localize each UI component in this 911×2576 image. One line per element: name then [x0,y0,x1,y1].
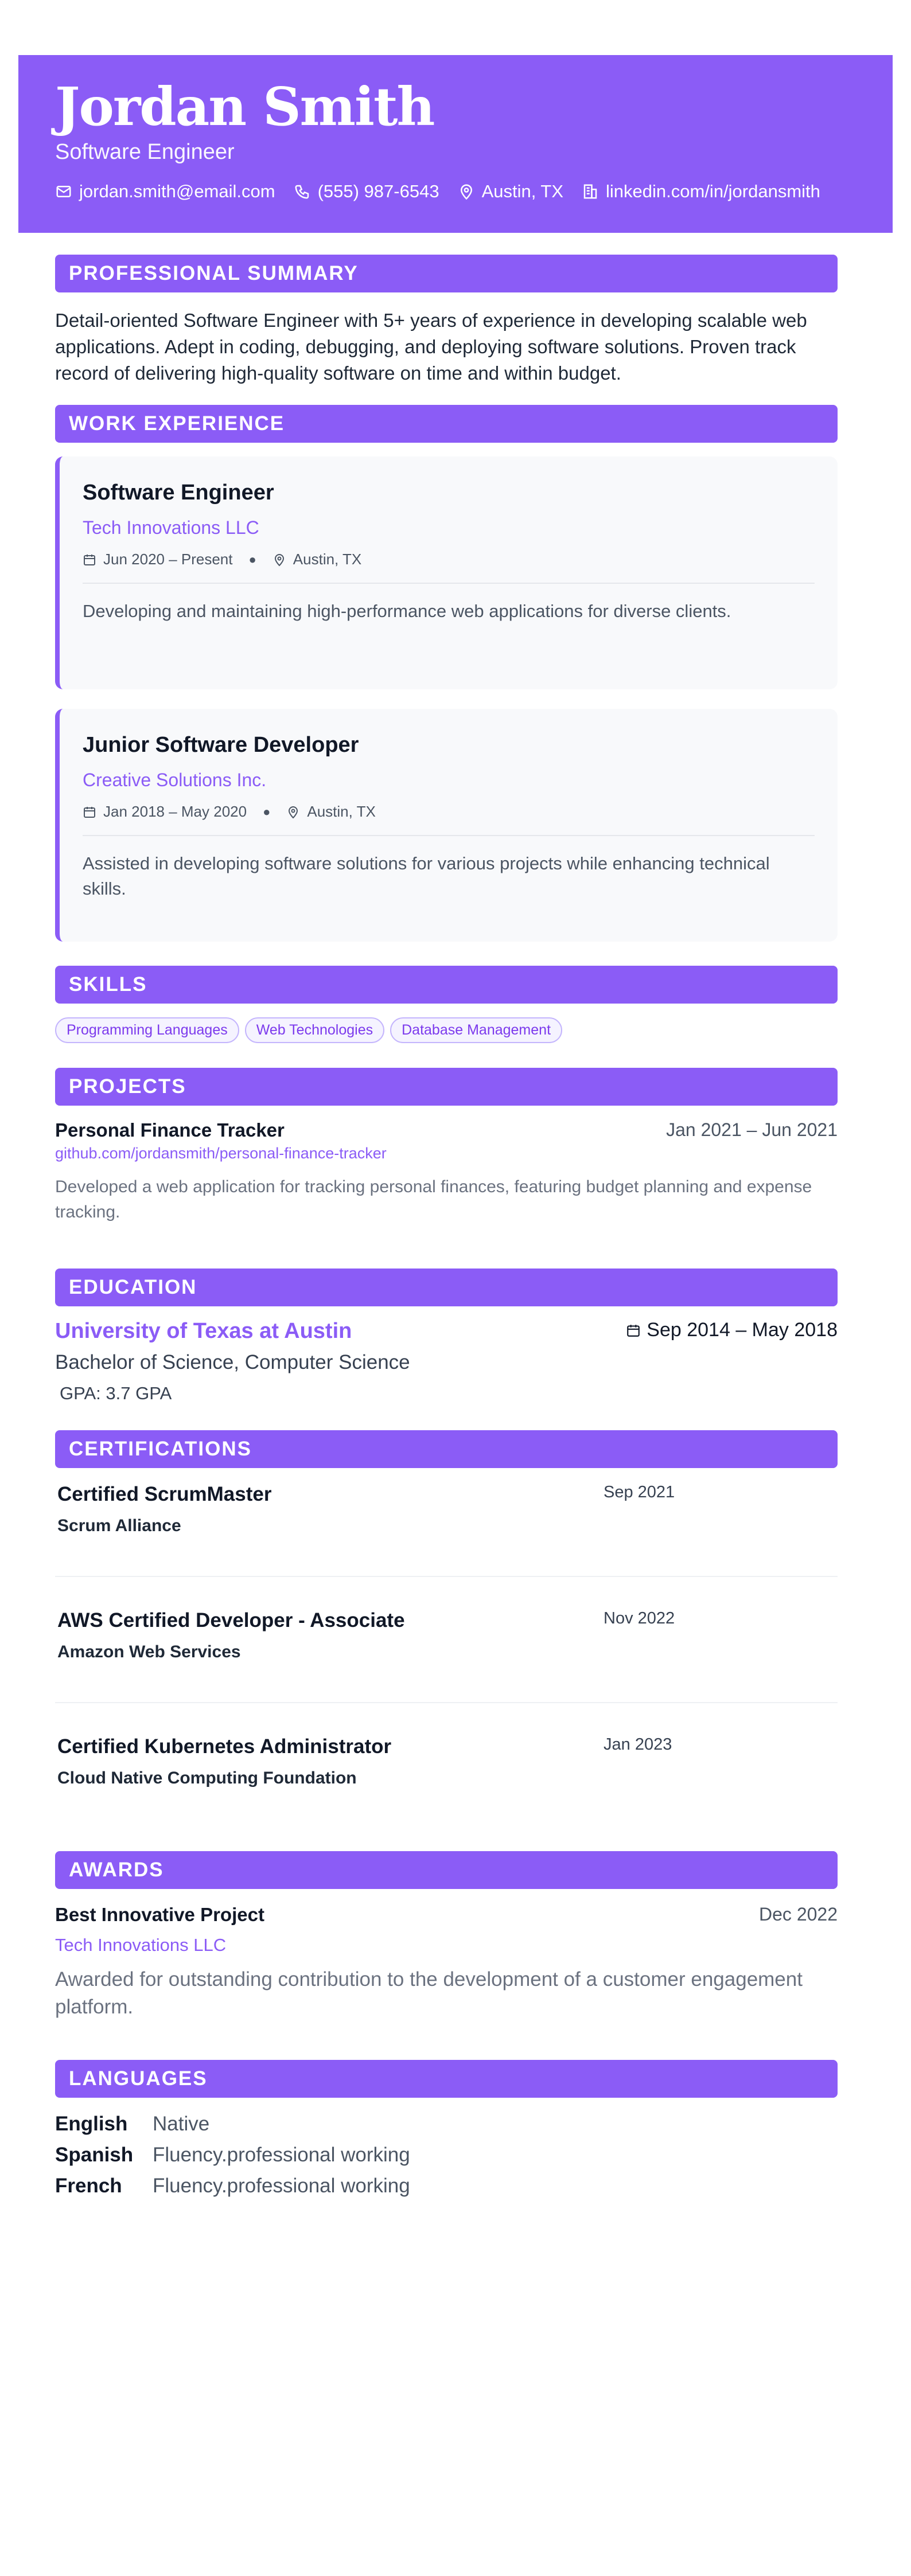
phone-text: (555) 987-6543 [317,181,439,201]
job-card [55,456,838,689]
calendar-icon [626,1323,641,1338]
language-level: Native [153,2113,210,2135]
map-pin-icon [272,553,286,567]
section-summary-heading: PROFESSIONAL SUMMARY [55,255,838,292]
calendar-icon [83,553,96,567]
contact-email[interactable] [55,181,275,202]
certification-issuer: Scrum Alliance [57,1516,181,1535]
separator-dot: ● [263,804,271,819]
award-description: Awarded for outstanding contribution to the development of a customer engagement platform. [55,1968,803,2018]
language-name: Spanish [55,2144,134,2166]
job-location: Austin, TX [307,803,376,820]
section-languages-heading: LANGUAGES [55,2060,838,2098]
section-certifications-heading: CERTIFICATIONS [55,1430,838,1468]
section-work-heading: WORK EXPERIENCE [55,405,838,443]
language-row [55,2175,410,2198]
education-degree: Bachelor of Science, Computer Science [55,1351,410,1373]
job-card [55,709,838,942]
section-education-heading: EDUCATION [55,1269,838,1306]
job-company: Tech Innovations LLC [83,517,259,538]
calendar-icon [83,805,96,819]
education-gpa: GPA: 3.7 GPA [60,1383,172,1403]
candidate-name: Jordan Smith [55,76,434,138]
certification-item [57,1483,838,1546]
certification-issuer: Cloud Native Computing Foundation [57,1769,357,1787]
certification-divider [55,1702,838,1703]
job-location: Austin, TX [293,551,362,568]
section-skills-heading: SKILLS [55,966,838,1004]
contact-linkedin[interactable] [582,181,820,202]
job-title: Software Engineer [83,481,274,505]
job-dates: Jun 2020 – Present [103,551,233,568]
job-title: Junior Software Developer [83,733,359,757]
section-awards-heading: AWARDS [55,1851,838,1889]
certification-date: Sep 2021 [604,1483,675,1501]
project-description: Developed a web application for tracking personal finances, featuring budget planning and expense tracking. [55,1177,812,1221]
job-description: Assisted in developing software solutions for various projects while enhancing technical skills. [83,853,770,899]
certification-item [57,1735,838,1798]
skill-chip: Programming Languages [55,1017,239,1043]
education-dates-text: Sep 2014 – May 2018 [647,1319,838,1341]
skill-chip: Web Technologies [245,1017,384,1043]
language-level: Fluency.professional working [153,2144,410,2166]
certification-issuer: Amazon Web Services [57,1642,241,1661]
certification-name: Certified ScrumMaster [57,1483,272,1505]
language-name: English [55,2113,128,2135]
language-row [55,2113,209,2136]
location-text: Austin, TX [481,181,564,201]
language-row [55,2144,410,2167]
job-company: Creative Solutions Inc. [83,770,267,790]
section-projects-heading: PROJECTS [55,1068,838,1106]
certification-divider [55,1576,838,1577]
map-pin-icon [458,183,475,200]
certification-name: AWS Certified Developer - Associate [57,1609,405,1632]
linkedin-text: linkedin.com/in/jordansmith [606,181,820,201]
building-icon [582,183,599,200]
job-divider [83,835,815,836]
project-title: Personal Finance Tracker [55,1119,285,1141]
separator-dot: ● [248,552,256,567]
contact-info [55,181,820,202]
summary-text: Detail-oriented Software Engineer with 5+ years of experience in developing scalable web applications. Adept in coding, debugging, and deploying software solutions. Proven track record of delivering high-quality software on time and within budget. [55,310,807,384]
candidate-role: Software Engineer [55,140,235,164]
mail-icon [55,183,72,200]
award-title: Best Innovative Project [55,1904,264,1925]
project-link[interactable]: github.com/jordansmith/personal-finance-tracker [55,1145,387,1162]
award-date: Dec 2022 [759,1904,838,1925]
phone-icon [294,183,311,200]
certification-name: Certified Kubernetes Administrator [57,1735,392,1758]
project-dates: Jan 2021 – Jun 2021 [666,1119,838,1140]
certification-item [57,1609,838,1672]
education-dates [626,1319,838,1341]
job-meta [83,551,361,568]
skills-list [55,1017,562,1043]
job-description: Developing and maintaining high-performance web applications for diverse clients. [83,601,731,621]
award-organization: Tech Innovations LLC [55,1935,227,1955]
skill-chip: Database Management [390,1017,562,1043]
map-pin-icon [286,805,300,819]
certification-date: Jan 2023 [604,1735,672,1754]
education-school: University of Texas at Austin [55,1319,352,1343]
job-divider [83,583,815,584]
job-meta [83,803,376,821]
contact-phone[interactable] [294,181,439,202]
job-dates: Jan 2018 – May 2020 [103,803,247,820]
email-text: jordan.smith@email.com [79,181,275,201]
certification-date: Nov 2022 [604,1609,675,1627]
resume-header [18,55,893,233]
language-level: Fluency.professional working [153,2175,410,2197]
contact-location [458,181,563,202]
language-name: French [55,2175,122,2197]
